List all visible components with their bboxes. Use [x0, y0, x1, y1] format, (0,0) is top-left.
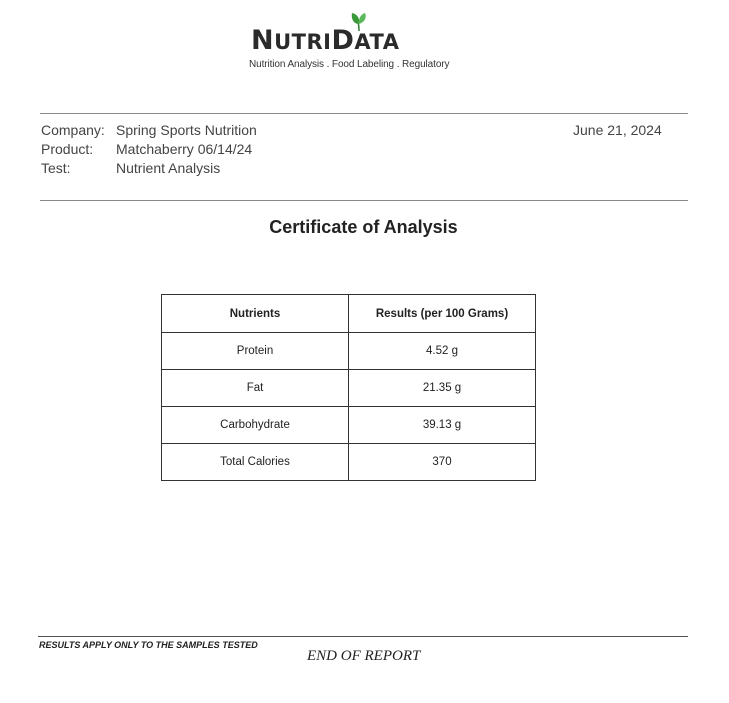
header-nutrients: Nutrients: [162, 295, 349, 333]
results-table: [161, 294, 536, 481]
logo-brand-second: DATA: [331, 25, 400, 56]
product-value: Matchaberry 06/14/24: [116, 141, 253, 157]
table-row: [162, 444, 536, 481]
test-row: [41, 159, 257, 178]
results-disclaimer: RESULTS APPLY ONLY TO THE SAMPLES TESTED: [39, 640, 258, 650]
nutrient-result: 39.13 g: [349, 407, 536, 444]
product-label: Product:: [41, 141, 94, 157]
nutrient-name: Carbohydrate: [162, 407, 349, 444]
nutrient-result: 370: [349, 444, 536, 481]
nutrient-name: Protein: [162, 333, 349, 370]
table-row: [162, 333, 536, 370]
table-header-row: [162, 295, 536, 333]
product-row: [41, 140, 257, 159]
report-date: June 21, 2024: [573, 122, 662, 138]
nutrient-name: Fat: [162, 370, 349, 407]
report-info: [41, 121, 257, 178]
nutrient-name: Total Calories: [162, 444, 349, 481]
page-title: [0, 217, 729, 238]
header-results: Results (per 100 Grams): [349, 295, 536, 333]
nutrient-result: 4.52 g: [349, 333, 536, 370]
test-value: Nutrient Analysis: [116, 160, 221, 176]
end-of-report: END OF REPORT: [307, 648, 421, 664]
table-row: [162, 370, 536, 407]
company-value: Spring Sports Nutrition: [116, 122, 257, 138]
header-divider-top: [40, 113, 688, 114]
header-divider-bottom: [40, 200, 688, 201]
nutridata-logo: [249, 12, 459, 74]
table-row: [162, 407, 536, 444]
logo-tagline: Nutrition Analysis . Food Labeling . Regulatory: [249, 59, 450, 70]
logo-brand-first: UTRI: [274, 30, 332, 54]
test-label: Test:: [41, 160, 71, 176]
logo-wordmark: NUTRIDATA: [251, 25, 400, 56]
title-text: Certificate of Analysis: [269, 217, 458, 237]
company-row: [41, 121, 257, 140]
nutrient-result: 21.35 g: [349, 370, 536, 407]
footer-divider: [38, 636, 688, 637]
company-label: Company:: [41, 122, 105, 138]
